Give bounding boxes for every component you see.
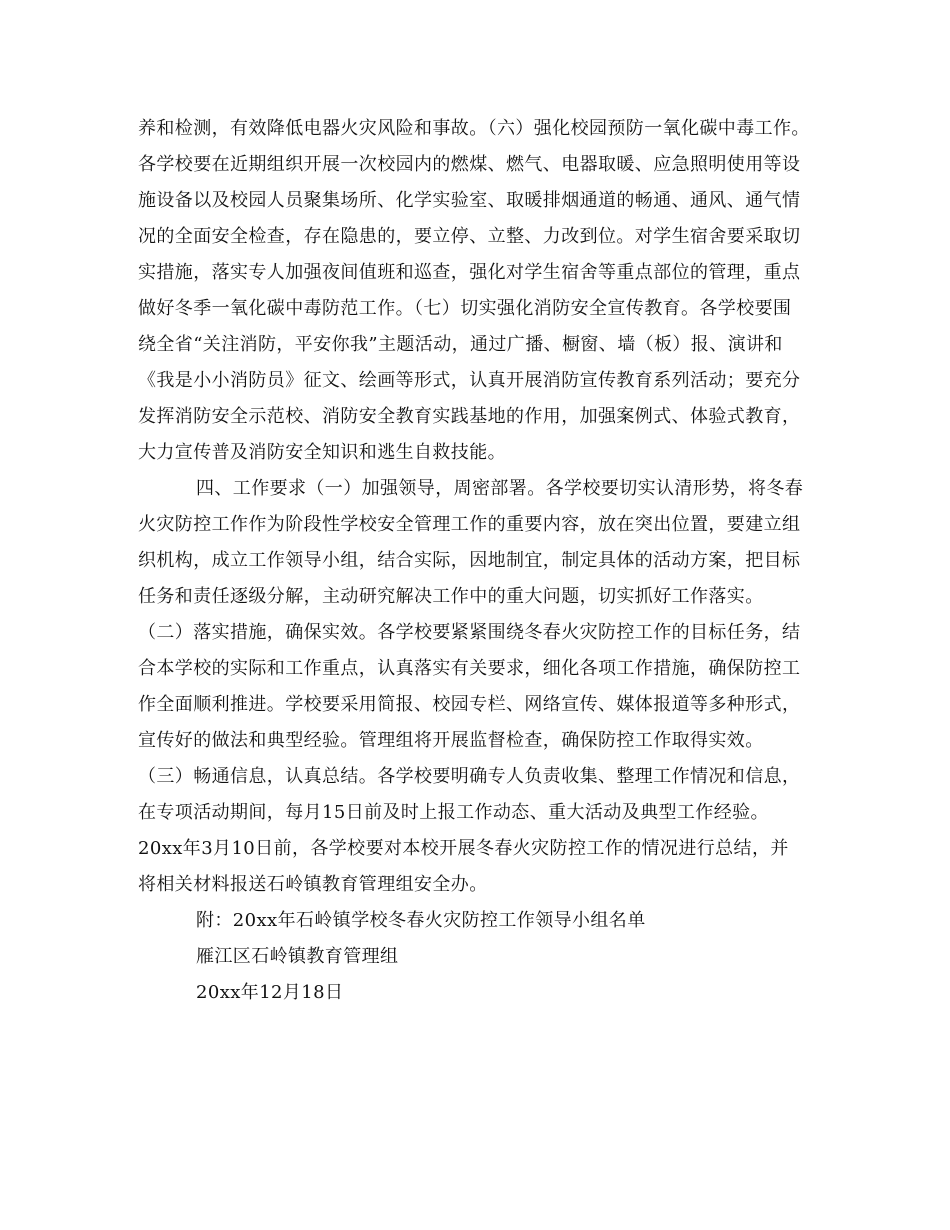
body-text-line: 实措施，落实专人加强夜间值班和巡查，强化对学生宿舍等重点部位的管理，重点 (138, 262, 801, 283)
body-text-line: 做好冬季一氧化碳中毒防范工作。（七）切实强化消防安全宣传教育。各学校要围 (138, 298, 792, 319)
body-text-line: 《我是小小消防员》征文、绘画等形式，认真开展消防宣传教育系列活动；要充分 (138, 370, 801, 391)
body-text-line: 在专项活动期间，每月15日前及时上报工作动态、重大活动及典型工作经验。 (138, 802, 769, 823)
body-text-line: 将相关材料报送石岭镇教育管理组安全办。 (138, 874, 488, 895)
body-text-line: 任务和责任逐级分解，主动研究解决工作中的重大问题，切实抓好工作落实。 (138, 586, 764, 607)
body-text-line: 发挥消防安全示范校、消防安全教育实践基地的作用，加强案例式、体验式教育， (138, 406, 801, 427)
attachment-note: 附：20xx年石岭镇学校冬春火灾防控工作领导小组名单 (196, 910, 646, 931)
section-heading-line: 四、工作要求（一）加强领导，周密部署。各学校要切实认清形势，将冬春 (196, 478, 804, 499)
issue-date: 20xx年12月18日 (196, 982, 344, 1003)
body-text-line: 宣传好的做法和典型经验。管理组将开展监督检查，确保防控工作取得实效。 (138, 730, 764, 751)
body-text-line: 施设备以及校园人员聚集场所、化学实验室、取暖排烟通道的畅通、通风、通气情 (138, 190, 801, 211)
body-text-line: 大力宣传普及消防安全知识和逃生自救技能。 (138, 442, 506, 463)
body-text-line: 合本学校的实际和工作重点，认真落实有关要求，细化各项工作措施，确保防控工 (138, 658, 801, 679)
body-text-line: 况的全面安全检查，存在隐患的，要立停、立整、力改到位。对学生宿舍要采取切 (138, 226, 801, 247)
body-text-line: 各学校要在近期组织开展一次校园内的燃煤、燃气、电器取暖、应急照明使用等设 (138, 154, 801, 175)
body-text-line: 绕全省“关注消防，平安你我”主题活动，通过广播、橱窗、墙（板）报、演讲和 (138, 334, 783, 355)
body-text-line: 养和检测，有效降低电器火灾风险和事故。（六）强化校园预防一氧化碳中毒工作。 (138, 118, 810, 139)
issuing-organization: 雁江区石岭镇教育管理组 (196, 946, 399, 967)
body-text-line: （三）畅通信息，认真总结。各学校要明确专人负责收集、整理工作情况和信息， (138, 766, 801, 787)
body-text-line: 火灾防控工作作为阶段性学校安全管理工作的重要内容，放在突出位置，要建立组 (138, 514, 801, 535)
body-text-line: 织机构，成立工作领导小组，结合实际，因地制宜，制定具体的活动方案，把目标 (138, 550, 801, 571)
body-text-line: 20xx年3月10日前，各学校要对本校开展冬春火灾防控工作的情况进行总结，并 (138, 838, 789, 859)
body-text-line: 作全面顺利推进。学校要采用简报、校园专栏、网络宣传、媒体报道等多种形式， (138, 694, 801, 715)
body-text-line: （二）落实措施，确保实效。各学校要紧紧围绕冬春火灾防控工作的目标任务，结 (138, 622, 801, 643)
